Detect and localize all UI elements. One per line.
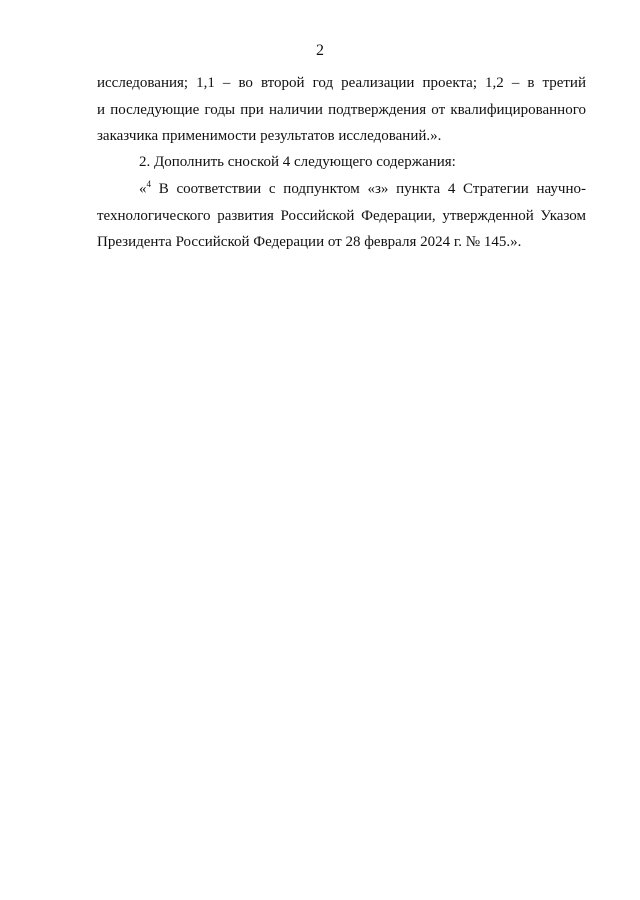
page-number: 2	[316, 42, 324, 59]
paragraph-continuation	[97, 70, 586, 150]
text-line	[97, 176, 586, 203]
text-fragment: В соответствии с подпунктом «з» пункта 4 Стратегии научно-	[151, 181, 586, 197]
text-line: заказчика применимости результатов исследований.».	[97, 128, 442, 144]
paragraph-amendment	[97, 149, 586, 176]
paragraph-footnote-text	[97, 176, 586, 256]
text-line: 2. Дополнить сноской 4 следующего содержания:	[139, 154, 456, 170]
open-quote: «	[139, 181, 147, 197]
footnote-mark: 4	[146, 179, 151, 189]
text-line: технологического развития Российской Федерации, утвержденной Указом	[97, 207, 586, 224]
text-line: исследования; 1,1 – во второй год реализации проекта; 1,2 – в третий	[97, 75, 586, 91]
text-line: Президента Российской Федерации от 28 февраля 2024 г. № 145.».	[97, 234, 522, 250]
text-line: и последующие годы при наличии подтверждения от квалифицированного	[97, 101, 586, 118]
